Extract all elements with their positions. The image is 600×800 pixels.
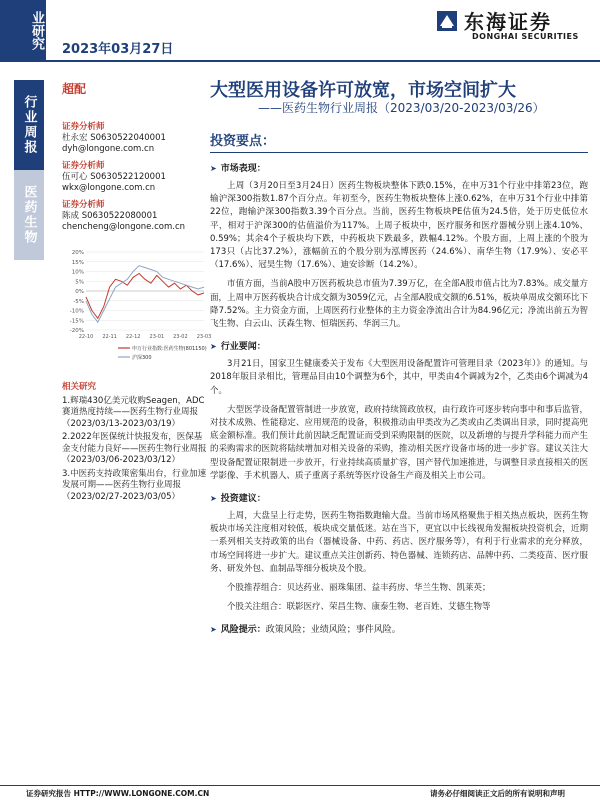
analyst-role: 证券分析师 [62, 161, 105, 171]
analyst-name: 陈成 S0630522080001 [62, 211, 158, 221]
related-research-item[interactable]: 2.2022年医保统计快报发布，医保基金支付能力良好——医药生物行业周报（2023/03/06-2023/03/12） [62, 432, 207, 465]
main-content [210, 130, 588, 635]
chart-series-line [86, 266, 204, 323]
market-paragraph: 市值方面，当前A股申万医药板块总市值为7.39万亿，在全部A股市值占比为7.83%。成交量方面，上周申万医药板块合计成交额为3059亿元，占全部A股成交额的6.51%，板块单周成交额环比下降7.52%。主力资金方面，上周医药行业整体的主力资金净流出合计为84.96亿元；净流出前五为智飞生物、白云山、沃森生物、恒瑞医药、华润三九。 [210, 279, 588, 330]
analyst-list [62, 122, 200, 233]
chart-x-tick: 22-11 [102, 334, 117, 340]
report-type-tab: 业研究 [0, 0, 46, 60]
chart-y-tick: 10% [71, 269, 84, 276]
news-paragraph: 大型医学设备配置管制进一步放宽，政府持续简政放权，由行政许可逐步转向事中和事后监管，对技术成熟、性能稳定、应用规范的设备，积极推动由甲类改为乙类或由乙类调出目录，同时提高兜底金额标准。我们预计此前因缺乏配置证而受到采购限制的医院，以及新增的与提升学科能力而产生的采购需求的医院将陆续增加对相关设备的采购，推动相关医疗设备市场的进一步扩容。建议关注大型设备配置证限制进一步放开，行业持续高质量扩容，国产替代加速推进，与调整目录直接相关的医学影像、手术机器人、质子重离子系统等医疗设备生产商及相关上市公司。 [210, 404, 588, 481]
logo-chinese: 东海证券 [464, 10, 552, 34]
chart-y-tick: -20% [69, 328, 84, 334]
watch-portfolio: 个股关注组合：联影医疗、荣昌生物、康泰生物、老百姓、艾德生物等 [227, 602, 491, 613]
chart-y-tick: 20% [71, 250, 84, 256]
investment-paragraph: 上周，大盘呈上行走势，医药生物指数跑输大盘。当前市场风格聚焦于相关热点板块，医药生物板块市场关注度相对较低，板块成交量低迷。站在当下，更宜以中长线视角发掘板块投资机会，近期一系列相关支持政策的出台（器械设备、中药、药店、医疗服务等），有利于行业需求的充分释放，市场空间将进一步扩大。建议重点关注创新药、特色器械、连锁药店、品牌中药、二类疫苗、医疗服务、研发外包、血制品等细分板块及个股。 [210, 511, 588, 574]
chart-y-tick: 0% [75, 289, 84, 295]
chart-y-tick: 15% [71, 259, 84, 266]
section-divider [210, 152, 588, 153]
recommended-portfolio: 个股推荐组合：贝达药业、丽珠集团、益丰药房、华兰生物、凯莱英； [227, 583, 491, 594]
donghai-logo-icon [436, 10, 458, 32]
chart-legend-label: 沪深300 [132, 355, 152, 361]
analyst-role: 证券分析师 [62, 122, 105, 132]
report-category-label: 行业周报 [14, 80, 44, 170]
risk-heading-label: 风险提示： [220, 625, 266, 636]
market-heading: ➤ 市场表现： [210, 161, 588, 174]
footer-disclaimer: 请务必仔细阅读正文后的所有说明和声明 [430, 789, 565, 798]
footer-divider [0, 785, 600, 786]
section-title: 投资要点： [210, 134, 276, 149]
logo-english: DONGHAI SECURITIES [472, 32, 579, 41]
analyst-name: 伍可心 S0630522120001 [62, 172, 166, 182]
report-subtitle: ——医药生物行业周报（2023/03/20-2023/03/26） [258, 101, 545, 115]
news-heading: ➤ 行业要闻： [210, 339, 588, 352]
analyst-email[interactable]: chencheng@longone.com.cn [62, 222, 186, 232]
market-paragraph: 上周（3月20日至3月24日）医药生物板块整体下跌0.15%，在申万31个行业中排第23位，跑输沪深300指数1.87个百分点。年初至今，医药生物板块整体上涨0.62%，在申万31个行业中排第22位，跑输沪深300指数3.39个百分点。当前，医药生物板块PE估值为24.5倍，处于历史低位水平，相对于沪深300的估值溢价为117%。上周子板块中，医疗服务和医疗器械分别上涨4.10%、0.59%；其余4个子板块均下跌，中药板块下跌最多，跌幅4.12%。个股方面，上周上涨的个股为173只（占比37.2%），涨幅前五的个股分别为泓博医药（24.6%）、南华生物（17.9%）、安必平（17.6%）、冠昊生物（17.6%）、迪安诊断（14.2%）。 [210, 181, 588, 271]
related-research-title: 相关研究 [62, 382, 97, 392]
chart-x-tick: 22-10 [78, 334, 94, 340]
related-research-item[interactable]: 3.中医药支持政策密集出台，行业加速发展可期——医药生物行业周报（2023/02/27-2023/03/05） [62, 468, 207, 502]
analyst-role: 证券分析师 [62, 200, 105, 210]
chart-legend-label: 申万行业指数:医药生物(801150) [132, 346, 207, 352]
investment-heading: ➤ 投资建议： [210, 491, 588, 504]
chart-y-tick: -15% [69, 318, 84, 325]
rating-badge: 超配 [62, 82, 87, 96]
chart-x-tick: 23-02 [173, 334, 188, 340]
related-research-item[interactable]: 1.辉瑞430亿美元收购Seagen，ADC赛道热度持续——医药生物行业周报（2023/03/13-2023/03/19） [62, 395, 205, 429]
header-divider [0, 60, 600, 62]
risk-text: 政策风险；业绩风险；事件风险。 [265, 625, 401, 636]
chart-x-tick: 22-12 [125, 334, 141, 340]
performance-chart [62, 248, 212, 374]
risk-heading [210, 622, 588, 635]
chart-y-tick: -10% [69, 308, 84, 315]
analyst-name: 杜永宏 S0630522040001 [62, 133, 166, 143]
chart-y-tick: -5% [73, 298, 84, 305]
analyst-email[interactable]: wkx@longone.com.cn [62, 183, 156, 193]
report-title: 大型医用设备许可放宽，市场空间扩大 [210, 80, 516, 101]
chart-x-tick: 23-01 [149, 334, 165, 340]
footer-website[interactable]: 证券研究报告 HTTP://WWW.LONGONE.COM.CN [26, 789, 210, 798]
related-research [62, 382, 208, 505]
chart-y-tick: 5% [75, 279, 84, 286]
industry-label: 医药生物 [14, 170, 44, 260]
company-logo [436, 6, 596, 48]
analyst-email[interactable]: dyh@longone.com.cn [62, 144, 155, 154]
news-paragraph: 3月21日，国家卫生健康委关于发布《大型医用设备配置许可管理目录（2023年）》的通知。与2018年版目录相比，管理品目由10个调整为6个，其中，甲类由4个调减为2个，乙类由6个调减为4个。 [210, 359, 588, 396]
chart-x-tick: 23-03 [196, 334, 212, 340]
report-date: 2023年03月27日 [62, 42, 174, 57]
